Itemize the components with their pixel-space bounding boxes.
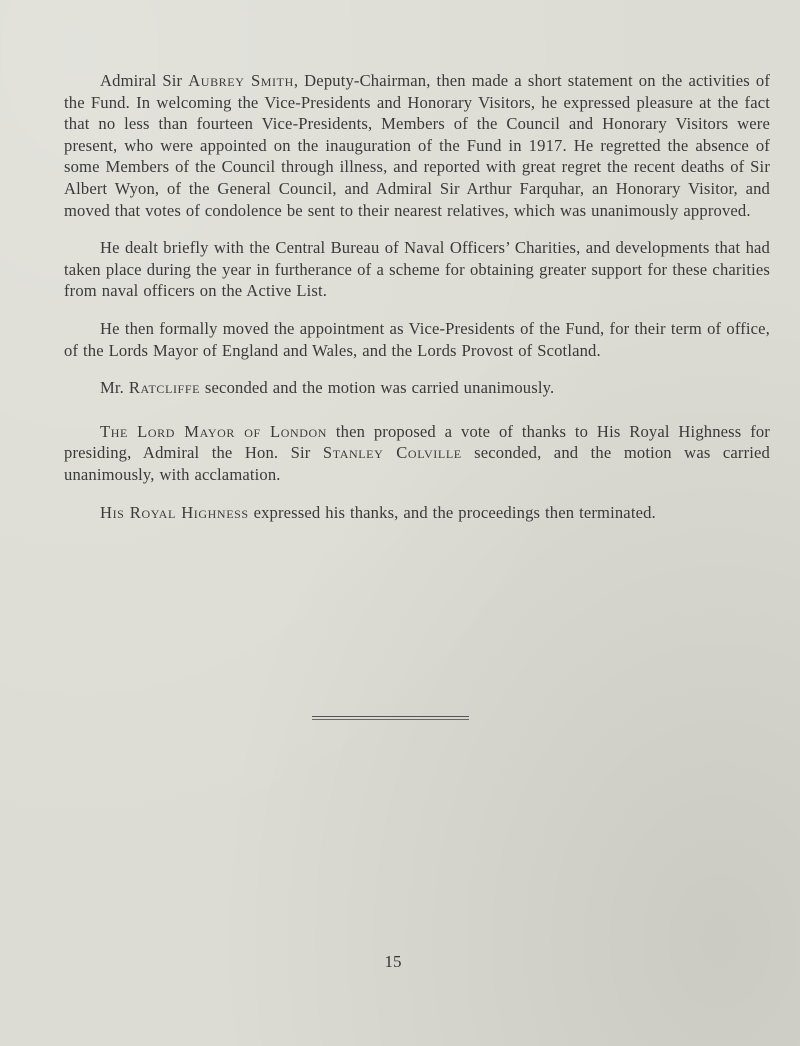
paragraph-deputy-chairman-statement — [64, 70, 770, 221]
paragraph-body: , Deputy-Chairman, then made a short statement on the activities of the Fund. In welcoming the Vice-Presidents and Honorary Visitors, he expressed pleasure at the fact that no less than fourteen Vice-Presidents, Members of the Council and Honorary Visitors were present, who were appointed on the inauguration of the Fund in 1917. He regretted the absence of some Members of the Council through illness, and reported with great regret the recent deaths of Sir Albert Wyon, of the General Council, and Admiral Sir Arthur Farquhar, an Honorary Visitor, and moved that votes of condolence be sent to their nearest relatives, which was unanimously approved. — [64, 71, 770, 220]
paragraph-body: expressed his thanks, and the proceedings then terminated. — [248, 502, 656, 522]
page-number: 15 — [384, 952, 402, 971]
minutes-text — [64, 70, 770, 539]
speaker-name: Stanley Colville — [322, 443, 462, 463]
speaker-name: Ratcliffe — [128, 378, 201, 398]
paragraph-body: seconded and the motion was carried unanimously. — [200, 378, 555, 398]
speaker-name: The Lord Mayor of London — [100, 421, 328, 441]
paragraph-prefix: Mr. — [100, 378, 129, 398]
paragraph-seconded — [64, 377, 770, 399]
speaker-name: His Royal Highness — [100, 502, 249, 522]
paragraph-vice-presidents-motion — [64, 318, 770, 361]
paragraph-body: He then formally moved the appointment as Vice-Presidents of the Fund, for their term of office, of the Lords Mayor of England and Wales, and the Lords Provost of Scotland. — [64, 318, 770, 360]
paragraph-vote-of-thanks — [64, 421, 770, 486]
section-divider — [312, 716, 469, 717]
paragraph-prefix: Admiral Sir — [100, 71, 189, 90]
paragraph-body: seconded, and the motion was carried unanimously, with acclamation. — [64, 443, 770, 484]
paragraph-central-bureau — [64, 237, 770, 302]
paragraph-body: He dealt briefly with the Central Bureau of Naval Officers’ Charities, and developments that had taken place during the year in furtherance of a scheme for obtaining greater support for these charities from naval officers on the Active List. — [64, 238, 770, 301]
paragraph-closing — [64, 502, 770, 524]
paragraph-body: then proposed a vote of thanks to His Royal Highness for presiding, Admiral the Hon. Sir — [64, 421, 770, 463]
speaker-name: Aubrey Smith — [188, 71, 294, 90]
